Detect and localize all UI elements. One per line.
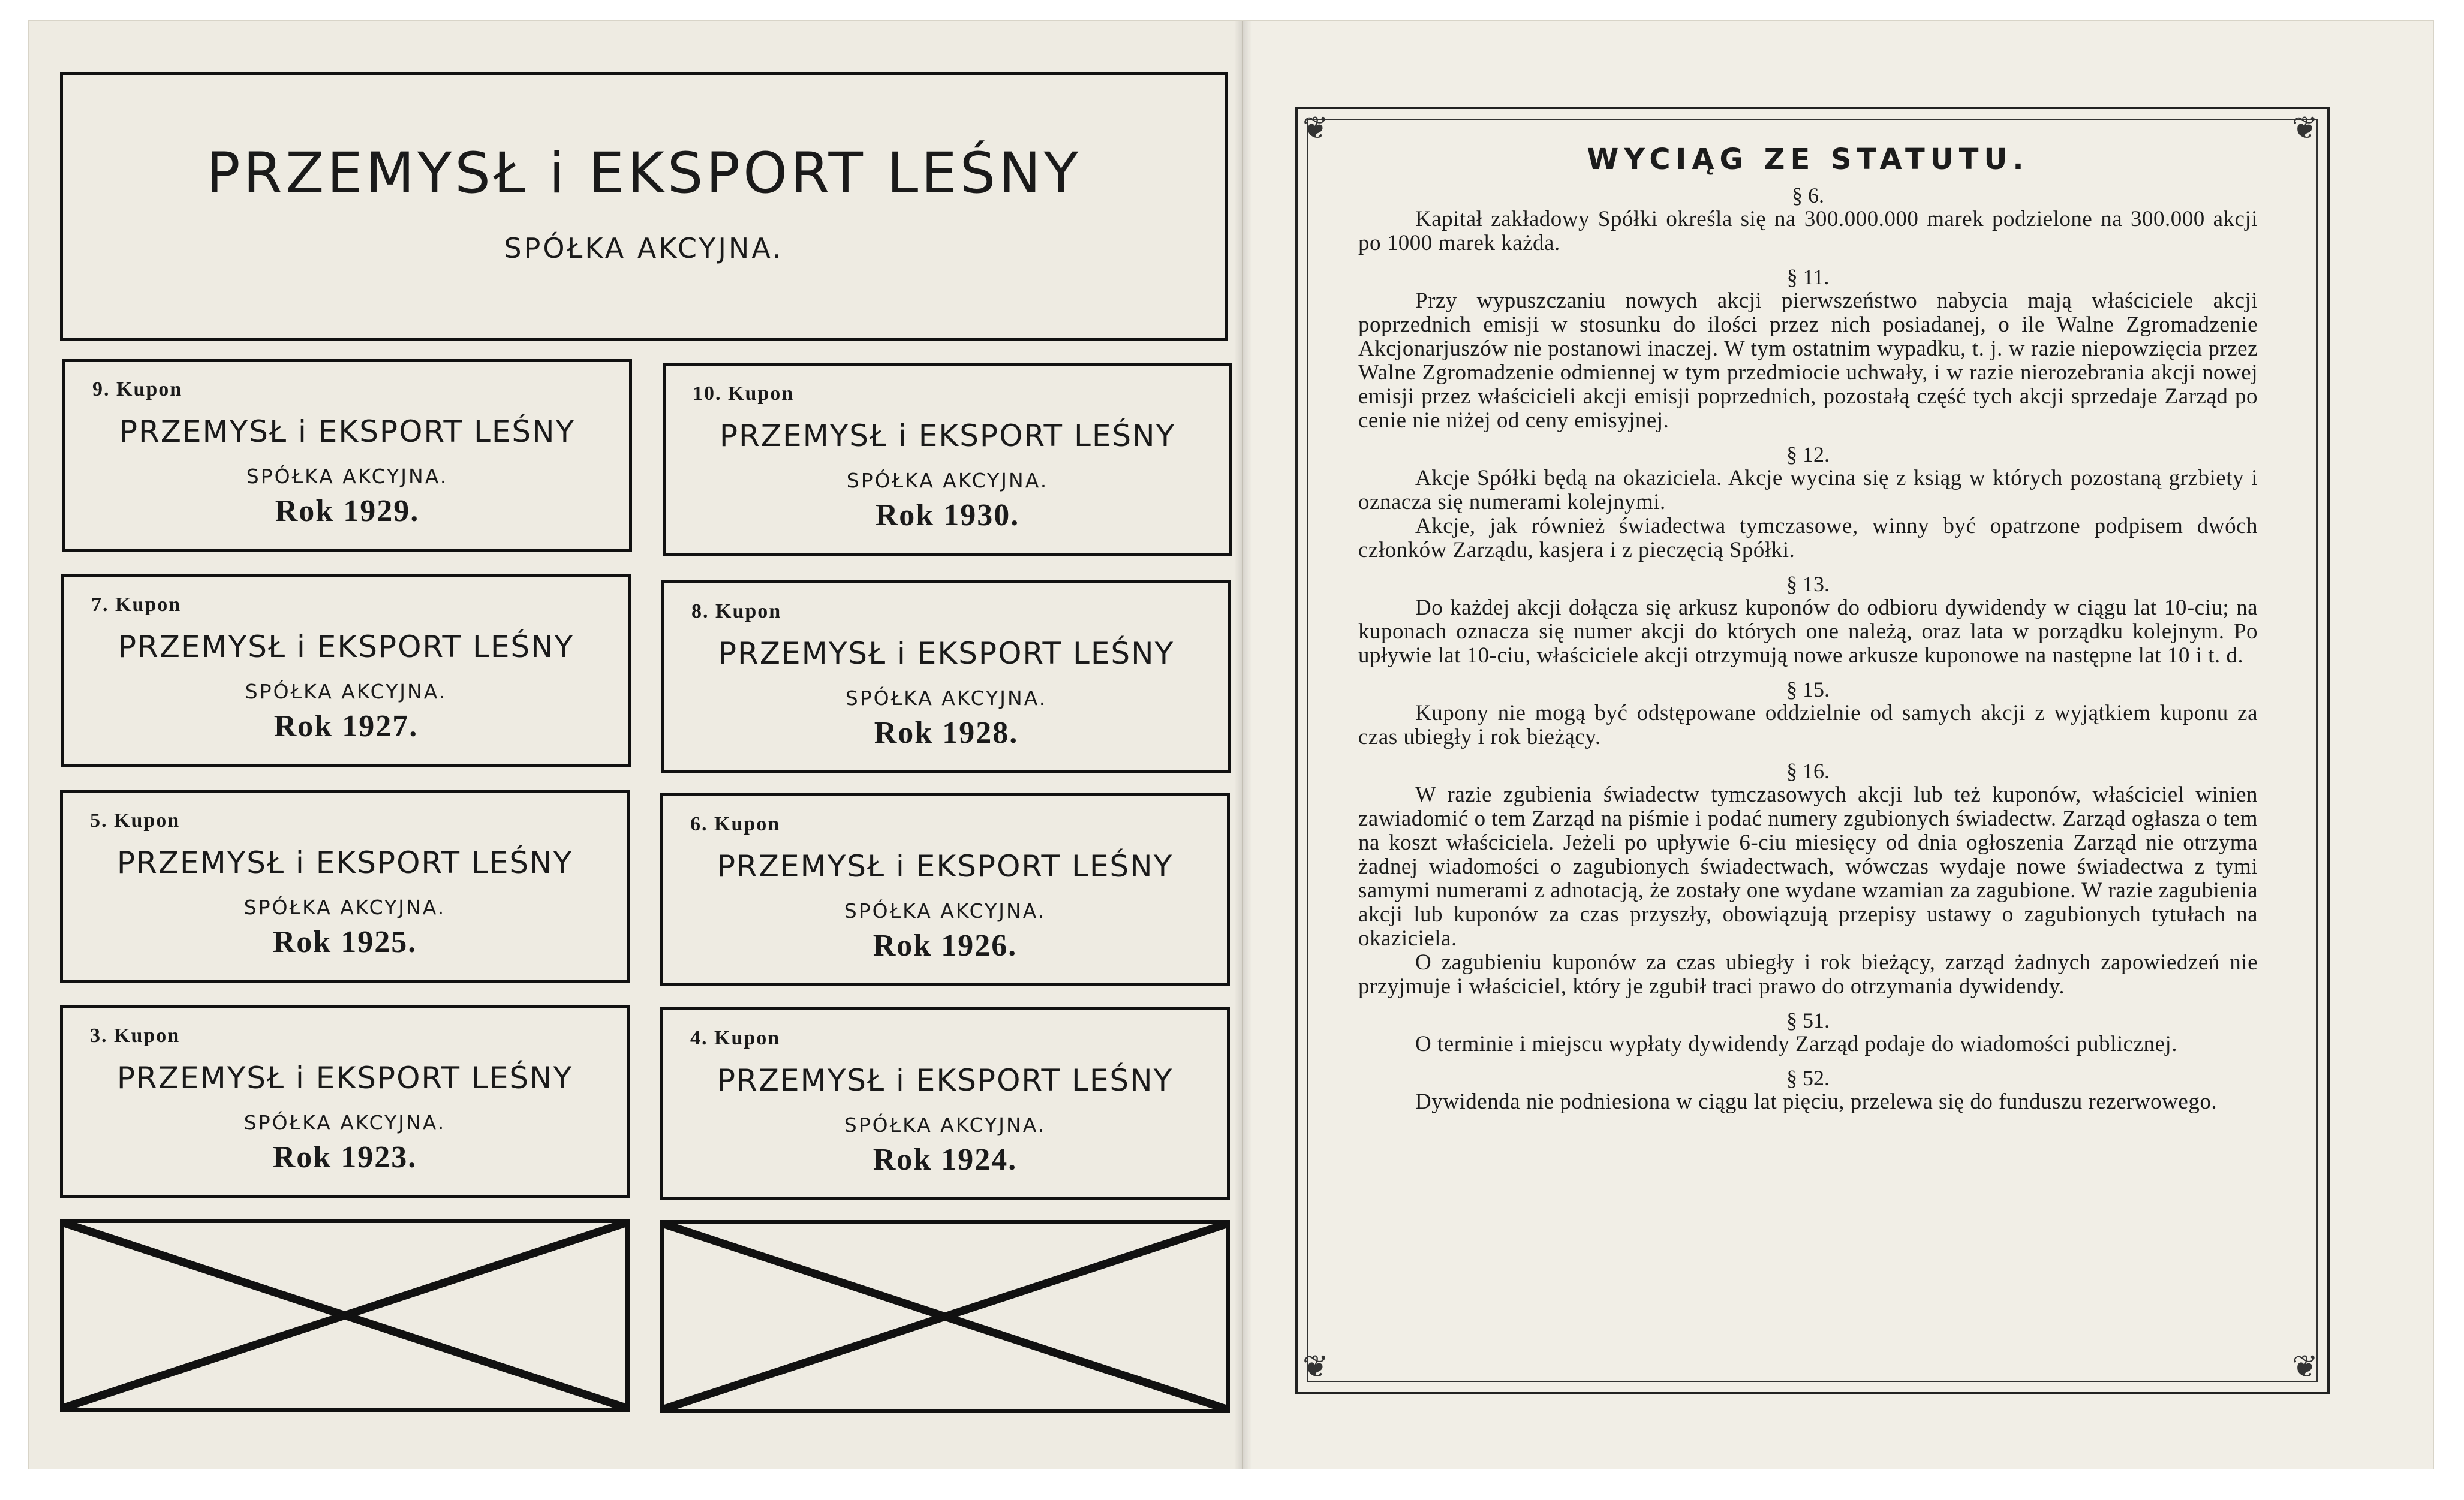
coupon-title: PRZEMYSŁ i EKSPORT LEŚNY	[119, 414, 576, 449]
cancelled-coupon-left	[60, 1219, 630, 1412]
section-paragraph: Kupony nie mogą być odstępowane oddzielnie od samych akcji z wyjątkiem kuponu za czas ubiegły i rok bieżący.	[1358, 701, 2258, 749]
coupon-year: Rok 1927.	[273, 709, 419, 743]
coupon-subtitle: SPÓŁKA AKCYJNA.	[245, 680, 447, 703]
coupon-title: PRZEMYSŁ i EKSPORT LEŚNY	[118, 629, 574, 664]
coupon-9	[62, 359, 632, 552]
section-paragraph: Do każdej akcji dołącza się arkusz kuponów do odbioru dywidendy w ciągu lat 10-ciu; na kuponach oznacza się numer akcji do których one należą, oraz lata w porządku kolejnym. Po upływie lat 10-ciu, właściciele akcji otrzymują nowe arkusze kuponowe na następne lat 10 i t. d.	[1358, 595, 2258, 668]
coupon-year: Rok 1926.	[873, 929, 1018, 963]
coupon-year: Rok 1925.	[272, 925, 417, 959]
coupon-number: 4. Kupon	[690, 1027, 781, 1049]
section-heading: § 11.	[1786, 265, 1830, 289]
company-header	[60, 72, 1228, 341]
coupon-number: 7. Kupon	[91, 594, 182, 616]
coupon-number: 6. Kupon	[690, 813, 781, 835]
coupon-subtitle: SPÓŁKA AKCYJNA.	[246, 465, 449, 488]
section-paragraph: Kapitał zakładowy Spółki określa się na 300.000.000 marek podzielone na 300.000 akcji po 1000 marek każda.	[1358, 207, 2258, 255]
coupon-number: 8. Kupon	[691, 600, 782, 622]
section-paragraph: Dywidenda nie podniesiona w ciągu lat pięciu, przelewa się do funduszu rezerwowego.	[1415, 1089, 2218, 1114]
ornament-icon: ❦	[2292, 1349, 2318, 1385]
coupon-title: PRZEMYSŁ i EKSPORT LEŚNY	[717, 849, 1174, 884]
section-paragraph: O zagubieniu kuponów za czas ubiegły i rok bieżący, zarząd żadnych zapowiedzeń nie przyjmuje i właściciel, który je zgubił traci prawo do otrzymania dywidendy.	[1358, 950, 2258, 999]
coupon-5	[60, 790, 630, 983]
section-heading: § 6.	[1792, 183, 1824, 207]
coupon-subtitle: SPÓŁKA AKCYJNA.	[844, 1113, 1046, 1137]
section-paragraph: Przy wypuszczaniu nowych akcji pierwszeństwo nabycia mają właściciele akcji poprzednich emisji w stosunku do ilości przez nich posiadanej, o ile Walne Zgromadzenie Akcjonarjuszów nie postanowi inaczej. W tym ostatnim wypadku, t. j. w razie niepowzięcia przez Walne Zgromadzenie odmiennej w tym przedmiocie uchwały, i w razie nierozebrania akcji nowej emisji przez właścicieli akcji emisji poprzednich, pozostałą część tych akcji sprzedaje Zarząd po cenie nie niżej od ceny emisyjnej.	[1358, 288, 2258, 433]
coupon-4	[660, 1007, 1230, 1200]
section-heading: § 12.	[1786, 442, 1830, 466]
coupon-title: PRZEMYSŁ i EKSPORT LEŚNY	[116, 1061, 573, 1095]
coupon-subtitle: SPÓŁKA AKCYJNA.	[845, 686, 1048, 710]
coupon-year: Rok 1928.	[874, 716, 1019, 750]
section-paragraph: Akcje Spółki będą na okaziciela. Akcje wycina się z ksiąg w których pozostaną grzbiety i oznacza się numerami kolejnymi.	[1358, 466, 2258, 514]
company-subtitle: SPÓŁKA AKCYJNA.	[504, 232, 784, 264]
section-paragraph: O terminie i miejscu wypłaty dywidendy Zarząd podaje do wiadomości publicznej.	[1415, 1032, 2177, 1056]
coupon-number: 10. Kupon	[693, 382, 795, 405]
coupon-number: 9. Kupon	[92, 378, 183, 400]
coupon-subtitle: SPÓŁKA AKCYJNA.	[846, 469, 1049, 492]
section-heading: § 15.	[1786, 677, 1830, 701]
section-heading: § 16.	[1786, 759, 1830, 783]
cancelled-coupon-right	[660, 1220, 1230, 1413]
coupon-subtitle: SPÓŁKA AKCYJNA.	[844, 899, 1046, 923]
page-fold	[1234, 21, 1252, 1469]
ornament-icon: ❦	[1302, 110, 1329, 146]
coupon-year: Rok 1929.	[275, 494, 420, 528]
coupon-10	[663, 363, 1232, 556]
coupon-number: 5. Kupon	[90, 809, 180, 832]
section-heading: § 51.	[1786, 1008, 1830, 1032]
cross-mark-icon	[664, 1224, 1226, 1409]
coupon-year: Rok 1923.	[272, 1140, 417, 1174]
coupon-year: Rok 1930.	[875, 498, 1020, 532]
coupon-title: PRZEMYSŁ i EKSPORT LEŚNY	[717, 1063, 1174, 1098]
section-paragraph: Akcje, jak również świadectwa tymczasowe, winny być opatrzone podpisem dwóch członków Zarządu, kasjera i z pieczęcią Spółki.	[1358, 514, 2258, 562]
coupon-subtitle: SPÓŁKA AKCYJNA.	[243, 1111, 446, 1134]
statute-extract	[1358, 143, 2258, 1114]
coupon-year: Rok 1924.	[873, 1143, 1018, 1177]
ornament-icon: ❦	[1302, 1349, 1329, 1385]
coupon-6	[660, 793, 1230, 986]
coupon-8	[661, 580, 1231, 773]
cross-mark-icon	[64, 1223, 625, 1408]
section-paragraph: W razie zgubienia świadectw tymczasowych akcji lub też kuponów, właściciel winien zawiadomić o tem Zarząd na piśmie i podać numery zgubionych świadectw. Zarząd ogłasza o tem na koszt właściciela. Jeżeli po upływie 6-ciu miesięcy od dnia ogłoszenia Zarząd nie otrzyma żadnej wiadomości o zagubionych świadectwach, wówczas wydaje nowe świadectwa z tymi samymi numerami z adnotacją, że zostały one wydane wzamian za zagubione. W razie zagubienia akcji lub kuponów za czas przyszły, obowiązują przepisy ustawy o zagubionych tytułach na okaziciela.	[1358, 782, 2258, 951]
coupon-number: 3. Kupon	[90, 1025, 180, 1047]
section-heading: § 52.	[1786, 1066, 1830, 1090]
coupon-3	[60, 1005, 630, 1198]
coupon-title: PRZEMYSŁ i EKSPORT LEŚNY	[718, 636, 1175, 671]
ornament-icon: ❦	[2292, 110, 2318, 146]
company-title: PRZEMYSŁ i EKSPORT LEŚNY	[206, 141, 1081, 206]
coupon-title: PRZEMYSŁ i EKSPORT LEŚNY	[116, 845, 573, 880]
coupon-7	[61, 574, 631, 767]
coupon-title: PRZEMYSŁ i EKSPORT LEŚNY	[719, 418, 1176, 453]
statute-title: WYCIĄG ZE STATUTU.	[1587, 143, 2029, 176]
section-heading: § 13.	[1786, 572, 1830, 596]
coupon-subtitle: SPÓŁKA AKCYJNA.	[243, 896, 446, 919]
